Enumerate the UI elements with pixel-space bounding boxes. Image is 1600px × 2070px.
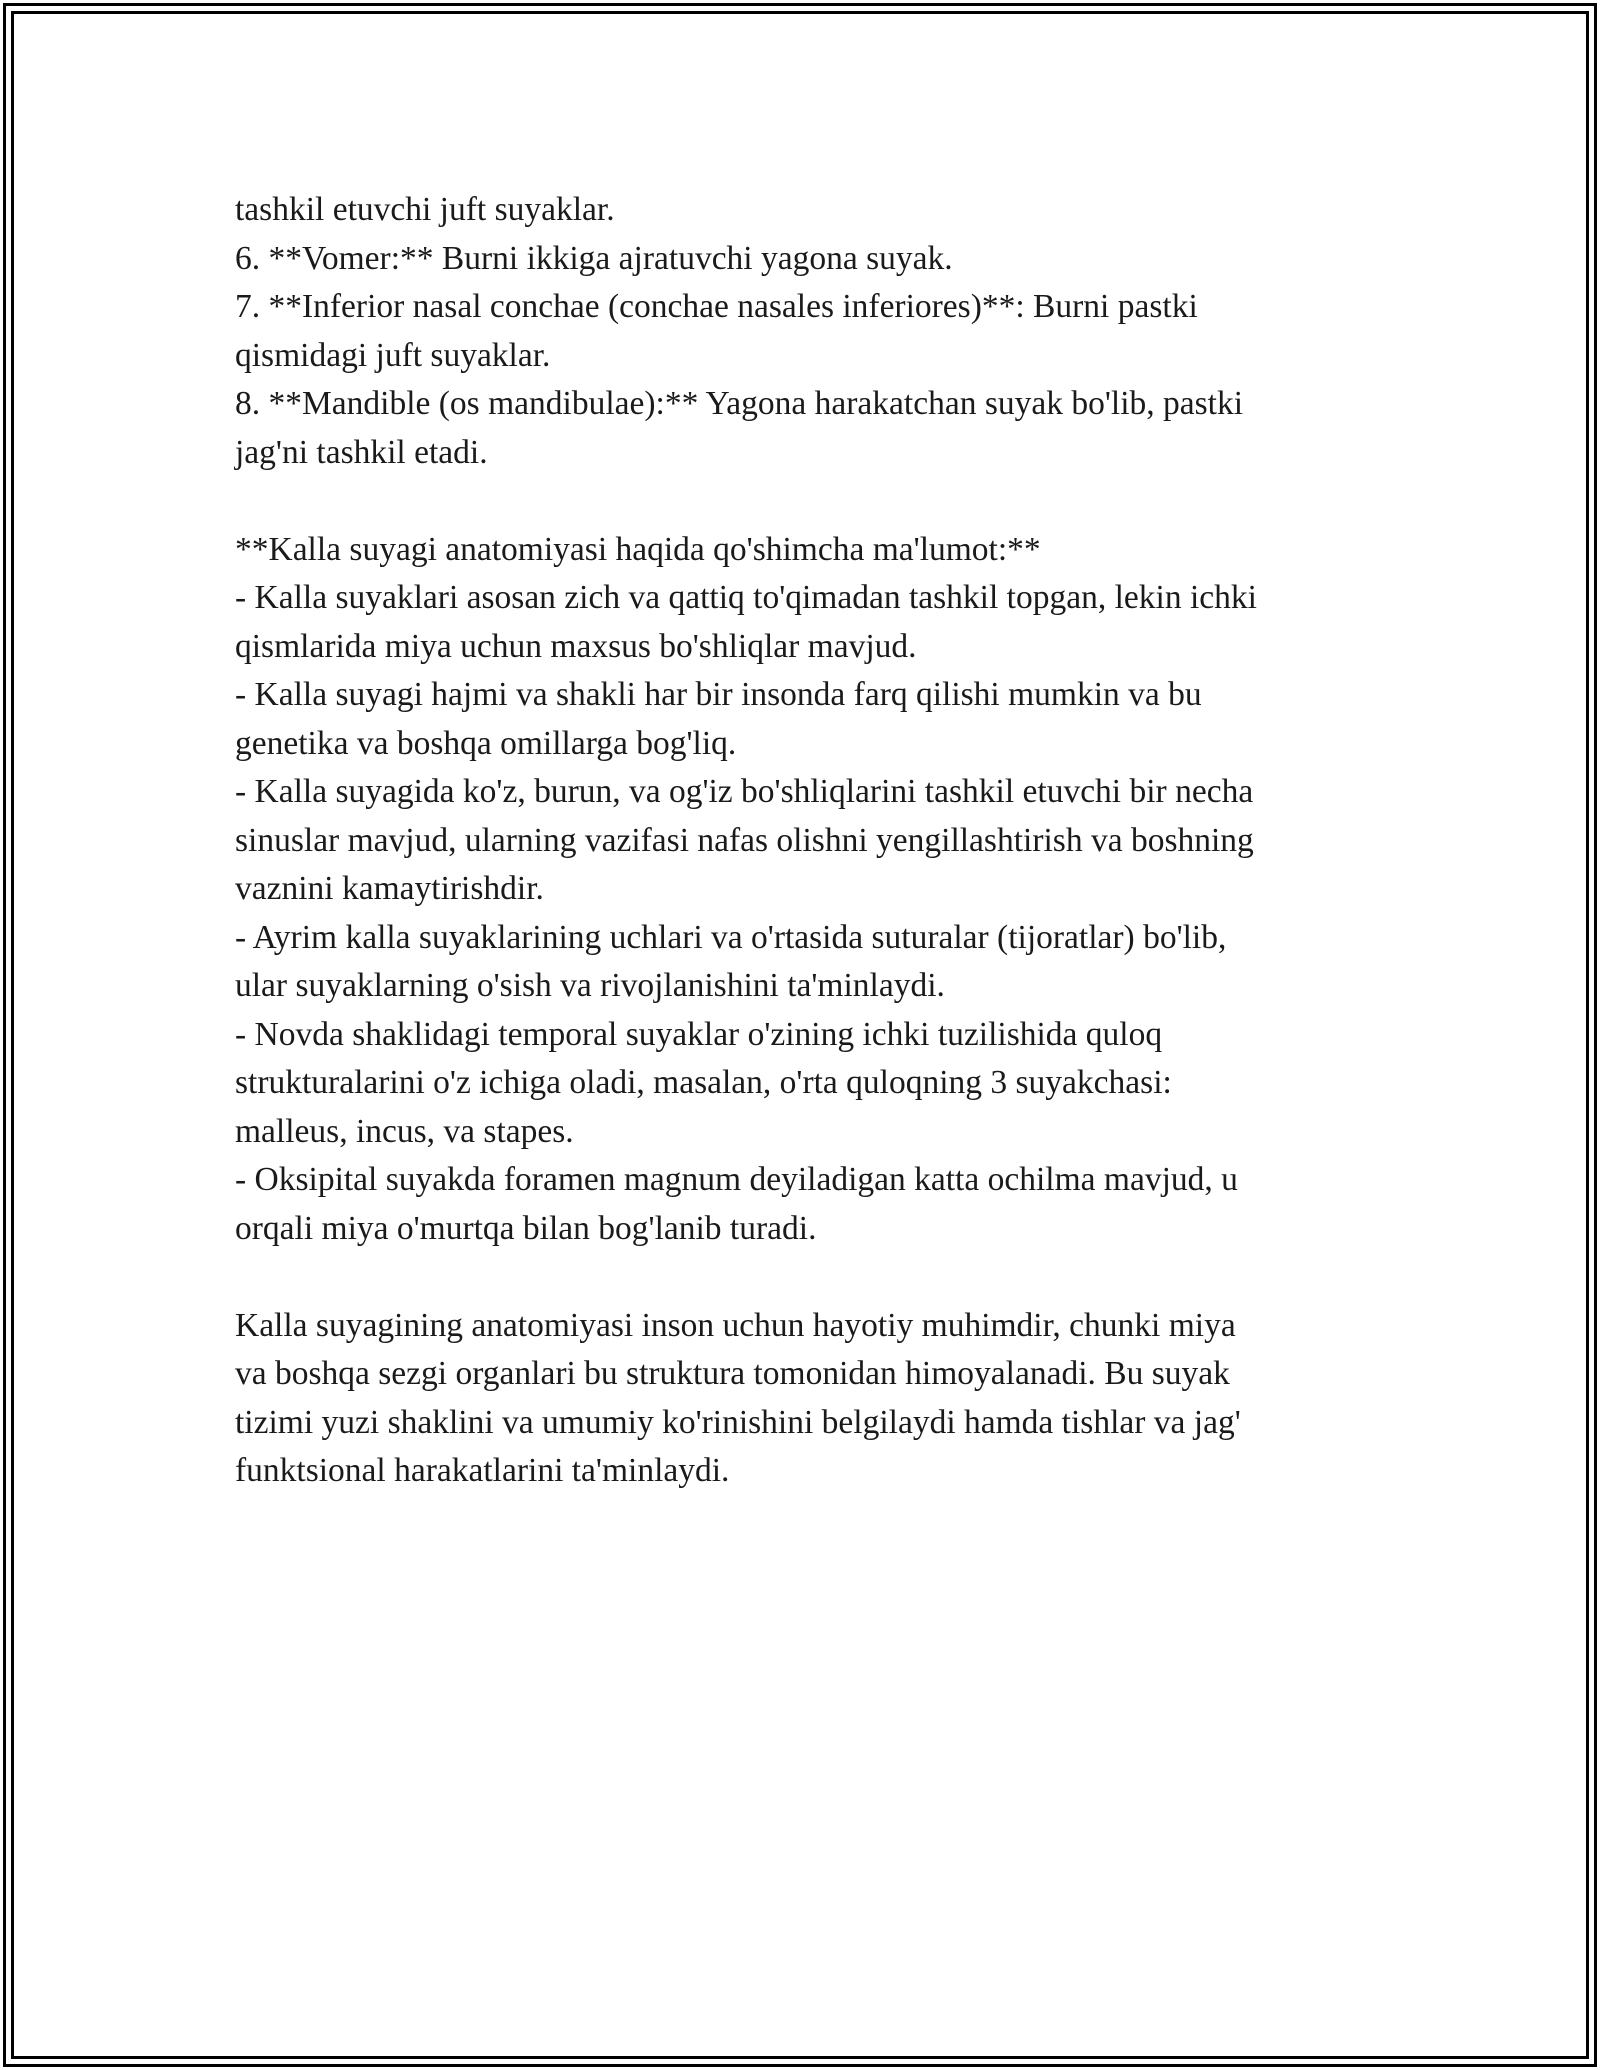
paragraph-gap	[235, 477, 1365, 526]
section-heading: **Kalla suyagi anatomiyasi haqida qo'shimcha ma'lumot:**	[235, 530, 1041, 568]
conclusion-line: Kalla suyagining anatomiyasi inson uchun hayotiy muhimdir, chunki miya	[235, 1306, 1236, 1344]
text-line: qismlarida miya uchun maxsus bo'shliqlar mavjud.	[235, 627, 917, 665]
paragraph-gap	[235, 1253, 1365, 1302]
text-line: ular suyaklarning o'sish va rivojlanishini ta'minlaydi.	[235, 967, 945, 1004]
text-line: malleus, incus, va stapes.	[235, 1112, 574, 1150]
list-item-mandible: 8. **Mandible (os mandibulae):** Yagona harakatchan suyak bo'lib, pastki	[235, 385, 1244, 422]
bullet-item: - Oksipital suyakda foramen magnum deyiladigan katta ochilma mavjud, u	[235, 1161, 1238, 1198]
bullet-item: - Kalla suyaklari asosan zich va qattiq to'qimadan tashkil topgan, lekin ichki	[235, 579, 1257, 616]
text-line: sinuslar mavjud, ularning vazifasi nafas olishni yengillashtirish va boshning	[235, 821, 1254, 859]
bullet-item: - Kalla suyagida ko'z, burun, va og'iz bo'shliqlarini tashkil etuvchi bir necha	[235, 773, 1254, 810]
conclusion-line: funktsional harakatlarini ta'minlaydi.	[235, 1452, 730, 1489]
document-body	[235, 186, 1365, 1496]
text-line: jag'ni tashkil etadi.	[235, 433, 488, 471]
bullet-item: - Kalla suyagi hajmi va shakli har bir insonda farq qilishi mumkin va bu	[235, 676, 1202, 713]
text-line: vaznini kamaytirishdir.	[235, 870, 544, 907]
text-line: strukturalarini o'z ichiga oladi, masalan, o'rta quloqning 3 suyakchasi:	[235, 1064, 1172, 1101]
list-item-inferior-nasal-conchae: 7. **Inferior nasal conchae (conchae nasales inferiores)**: Burni pastki	[235, 288, 1198, 325]
text-line: tashkil etuvchi juft suyaklar.	[235, 191, 615, 228]
conclusion-line: tizimi yuzi shaklini va umumiy ko'rinishini belgilaydi hamda tishlar va jag'	[235, 1403, 1241, 1441]
list-item-vomer: 6. **Vomer:** Burni ikkiga ajratuvchi yagona suyak.	[235, 239, 953, 277]
conclusion-line: va boshqa sezgi organlari bu struktura tomonidan himoyalanadi. Bu suyak	[235, 1355, 1230, 1392]
text-line: genetika va boshqa omillarga bog'liq.	[235, 724, 737, 762]
bullet-item: - Ayrim kalla suyaklarining uchlari va o'rtasida suturalar (tijoratlar) bo'lib,	[235, 918, 1227, 956]
text-line: orqali miya o'murtqa bilan bog'lanib turadi.	[235, 1209, 817, 1247]
text-line: qismidagi juft suyaklar.	[235, 336, 551, 374]
bullet-item: - Novda shaklidagi temporal suyaklar o'zining ichki tuzilishida quloq	[235, 1015, 1163, 1053]
